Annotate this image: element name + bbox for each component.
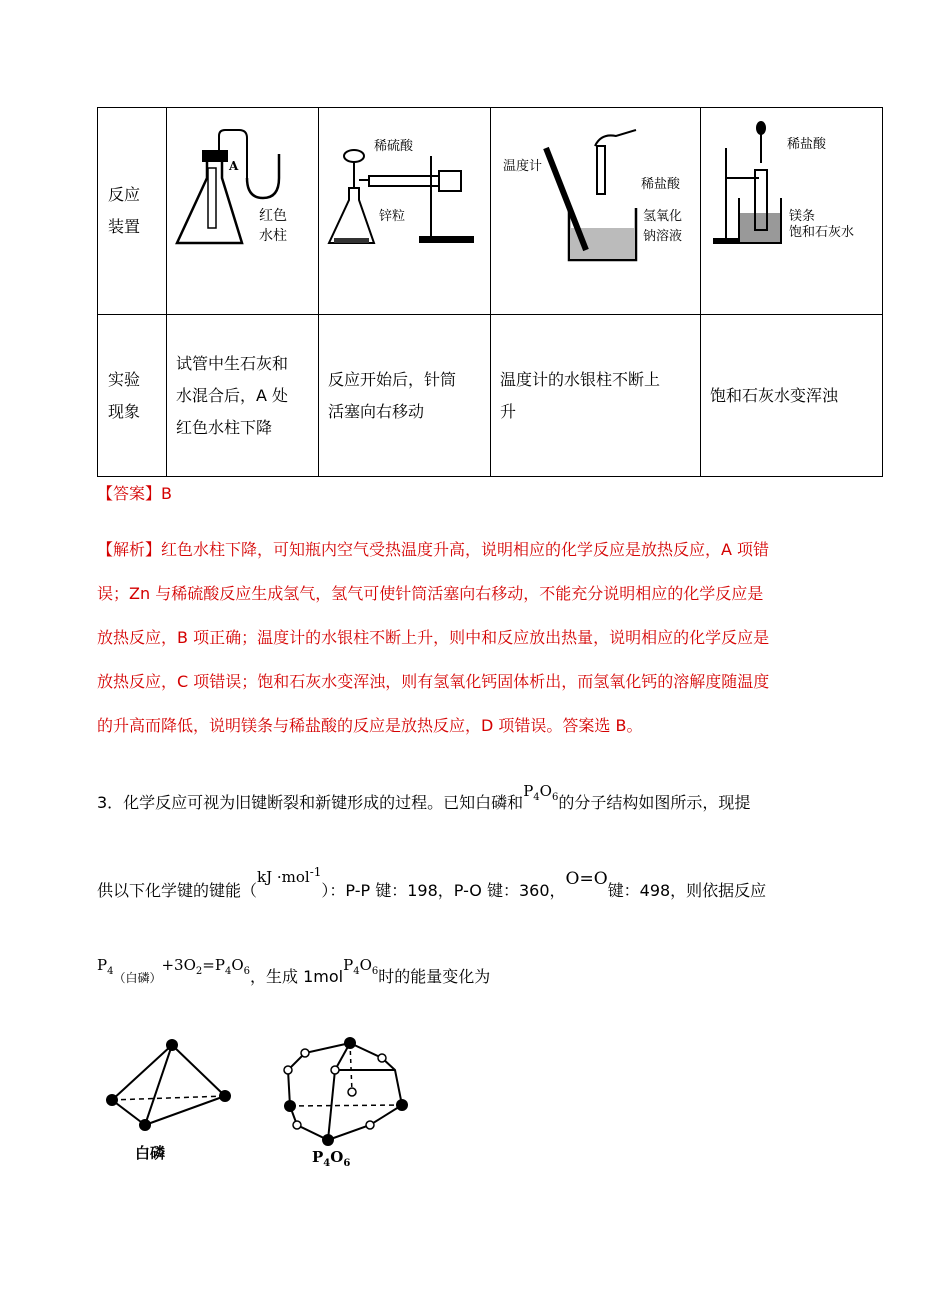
label-dilute-hcl: 稀盐酸: [641, 177, 681, 192]
answer-line: 【答案】B: [97, 484, 172, 503]
apparatus-a-cell: [167, 108, 319, 315]
apparatus-b-cell: [319, 108, 491, 315]
label-a: A: [229, 159, 239, 173]
white-phosphorus-structure: [106, 1039, 231, 1162]
formula-p4: $P_4$: [97, 956, 114, 977]
apparatus-d-diagram: [701, 108, 881, 314]
formula-p4o6-product: $P_4O_6$: [343, 956, 379, 977]
table-row-apparatus: [98, 108, 883, 315]
label-red: 红色: [259, 208, 287, 224]
label-dilute-sulfuric: 稀硫酸: [374, 139, 414, 154]
apparatus-b-diagram: [319, 108, 489, 314]
label-p4o6: $P_4O_6$: [312, 1148, 351, 1169]
formula-p4o6: $P_4O_6$: [523, 782, 559, 803]
apparatus-a-diagram: [167, 108, 317, 314]
label-sodium-hydroxide: 氢氧化: [643, 209, 683, 224]
apparatus-c-cell: [491, 108, 701, 315]
label-magnesium: 镁条: [789, 209, 816, 224]
apparatus-c-diagram: [491, 108, 699, 314]
analysis-paragraph: 【解析】红色水柱下降，可知瓶内空气受热温度升高，说明相应的化学反应是放热反应，A 项错 误；Zn 与稀硫酸反应生成氢气，氢气可使针筒活塞向右移动，不能充分说明相应的化学反应是 放热反应，B 项正确；温度计的水银柱不断上升，则中和反应放出热量，说明相应的化学反应是 放热反应，C 项错误；饱和石灰水变浑浊，则有氢氧化钙固体析出，而氢氧化钙的溶解度随温度 的升高而降低，说明镁条与稀盐酸的反应是放热反应，D 项错误。答案选 B。: [97, 540, 770, 735]
table-row-observation: [98, 315, 883, 477]
formula-equation: $+3O_2=P_4O_6$: [161, 956, 251, 977]
label-thermometer: 温度计: [503, 159, 543, 174]
formula-oo: O=O: [565, 869, 608, 889]
label-water-column: 水柱: [259, 228, 287, 244]
formula-unit: kJ ·mol$^{-1}$: [257, 865, 322, 886]
molecular-structures-figure: [100, 1030, 430, 1180]
label-white-phosphorus: 白磷: [135, 1144, 166, 1162]
label-lime-water: 饱和石灰水: [789, 225, 855, 240]
row-label-apparatus: 反应 装置: [98, 108, 167, 315]
row-label-observation: 实验 现象: [98, 315, 167, 477]
observation-a: 试管中生石灰和 水混合后，A 处 红色水柱下降: [167, 315, 319, 477]
observation-b: 反应开始后，针筒 活塞向右移动: [319, 315, 491, 477]
label-zinc: 锌粒: [379, 209, 406, 224]
question-line-1: 3．化学反应可视为旧键断裂和新键形成的过程。已知白磷和$P_4O_6$的分子结构如图所示，现提: [97, 782, 751, 812]
observation-d: 饱和石灰水变浑浊: [701, 315, 883, 477]
question-line-3: $P_4$（白磷）$+3O_2=P_4O_6$，生成 $1molP_4O_6$时的能量变化为: [97, 956, 491, 986]
experiment-table: [97, 107, 883, 477]
p4o6-structure: [284, 1037, 408, 1169]
label-sodium-solution: 钠溶液: [643, 229, 683, 244]
apparatus-d-cell: [701, 108, 883, 315]
observation-c: 温度计的水银柱不断上 升: [491, 315, 701, 477]
question-line-2: 供以下化学键的键能（kJ ·mol$^{-1}$）：P-P 键：198，P-O 键：360，O=O键：498，则依据反应: [97, 865, 767, 900]
label-dilute-hcl-d: 稀盐酸: [787, 137, 827, 152]
